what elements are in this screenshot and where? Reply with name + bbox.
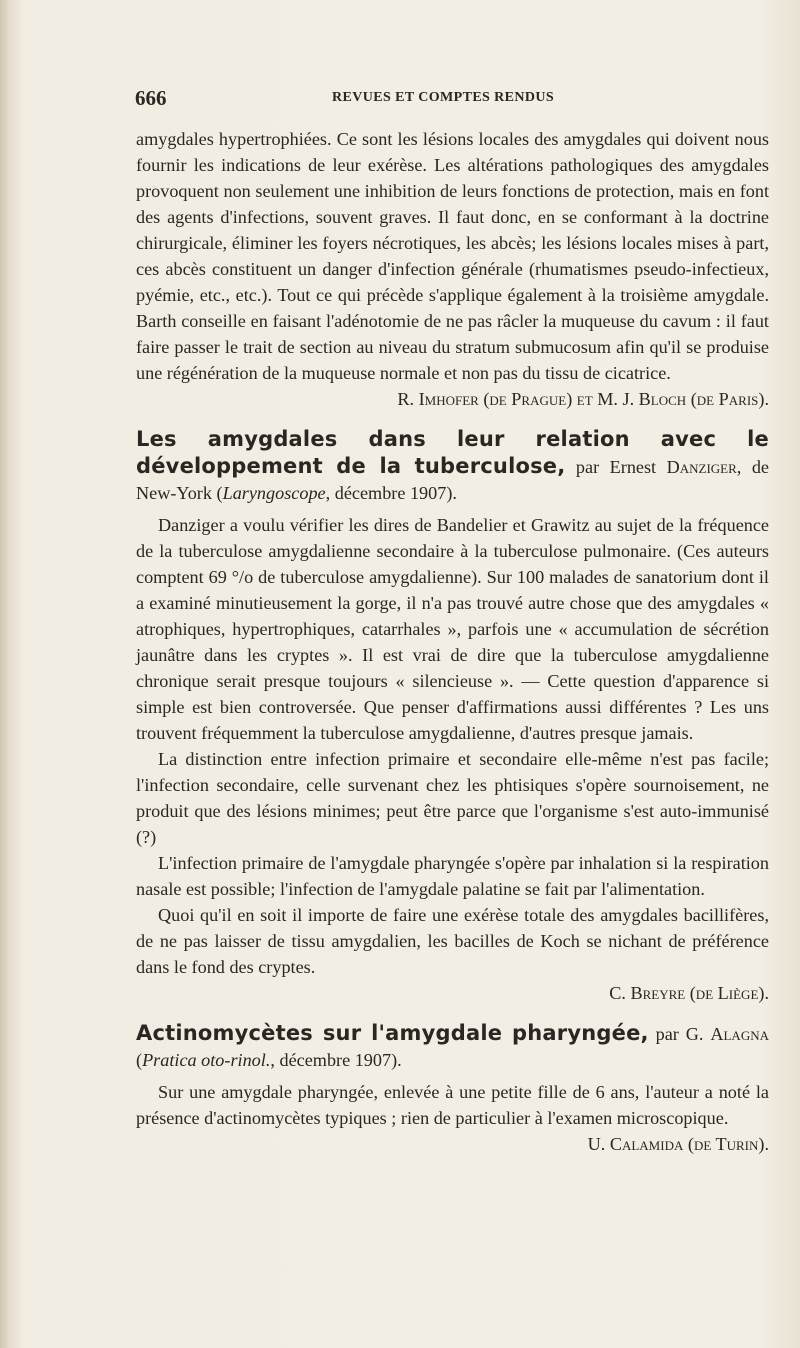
article-author: Alagna <box>710 1024 769 1044</box>
article-title: Les amygdales dans leur relation avec le développement de la tuberculose, <box>136 427 769 478</box>
article-paragraph: Sur une amygdale pharyngée, enlevée à une petite fille de 6 ans, l'auteur a noté la présence d'actinomycètes typiques ; rien de particulier à l'examen microscopique. <box>136 1082 769 1128</box>
article-signature: C. Breyre (de Liège). <box>609 983 769 1003</box>
page-header <box>135 86 775 116</box>
article-source: Pratica oto-rinol. <box>142 1050 271 1070</box>
article-continued <box>136 126 769 412</box>
running-head: REVUES ET COMPTES RENDUS <box>332 90 555 105</box>
article-source: Laryngoscope <box>222 483 326 503</box>
article-paragraph: Quoi qu'il en soit il importe de faire une exérèse totale des amygdales bacillifères, de ne pas laisser de tissu amygdalien, les bacilles de Koch se nichant de préférence dans le fond des cryptes. <box>136 905 769 977</box>
page-body <box>136 126 769 1157</box>
article-actinomycetes <box>136 1020 769 1157</box>
article-heading: Actinomycètes sur l'amygdale pharyngée, par G. Alagna (Pratica oto-rinol., décembre 1907). <box>136 1021 769 1070</box>
article-author: Danziger <box>666 457 737 477</box>
page-number: 666 <box>135 86 167 110</box>
article-paragraph: Danziger a voulu vérifier les dires de Bandelier et Grawitz au sujet de la fréquence de la tuberculose amygdalienne secondaire à la tuberculose pulmonaire. (Ces auteurs comptent 69 °/o de tuberculose amygdalienne). Sur 100 malades de sanatorium dont il a examiné minutieusement la gorge, il n'a pas trouvé autre chose que des amygdales « atrophiques, hypertrophiques, catarrhales », parfois une « accumulation de sécrétion jaunâtre dans les cryptes ». Il est vrai de dire que la tuberculose amygdalienne chronique serait presque toujours « silencieuse ». — Cette question d'apparence si simple est bien controversée. Que penser d'affirmations aussi différentes ? Les uns trouvent fréquemment la tuberculose amygdalienne, d'autres presque jamais. <box>136 515 769 743</box>
article-tuberculose <box>136 426 769 1006</box>
article-signature: U. Calamida (de Turin). <box>587 1134 769 1154</box>
article-paragraph: amygdales hypertrophiées. Ce sont les lésions locales des amygdales qui doivent nous fournir les indications de leur exérèse. Les altérations pathologiques des amygdales provoquent non seulement une inhibition de leurs fonctions de protection, mais en font des agents d'infections, souvent graves. Il faut donc, en se conformant à la doctrine chirurgicale, éliminer les foyers nécrotiques, les abcès; les lésions locales mises à part, ces abcès constituent un danger d'infection générale (rhumatismes pseudo-infectieux, pyémie, etc., etc.). Tout ce qui précède s'applique également à la troisième amygdale. Barth conseille en faisant l'adénotomie de ne pas râcler la muqueuse du cavum : il faut faire passer le trait de section au niveau du stratum submucosum afin qu'il se produise une régénération de la muqueuse normale et non pas du tissu de cicatrice. <box>136 129 769 383</box>
article-paragraph: La distinction entre infection primaire et secondaire elle-même n'est pas facile; l'infection secondaire, celle survenant chez les phtisiques s'opère sournoisement, ne produit que des lésions minimes; peut être parce que l'organisme s'est auto-immunisé (?) <box>136 749 769 847</box>
article-signature: R. Imhofer (de Prague) et M. J. Bloch (de Paris). <box>397 389 769 409</box>
article-heading: Les amygdales dans leur relation avec le développement de la tuberculose, par Ernest Danziger, de New-York (Laryngoscope, décembre 1907). <box>136 427 770 503</box>
article-paragraph: L'infection primaire de l'amygdale pharyngée s'opère par inhalation si la respiration nasale est possible; l'infection de l'amygdale palatine se fait par l'alimentation. <box>136 853 769 899</box>
article-title: Actinomycètes sur l'amygdale pharyngée, <box>136 1021 649 1045</box>
